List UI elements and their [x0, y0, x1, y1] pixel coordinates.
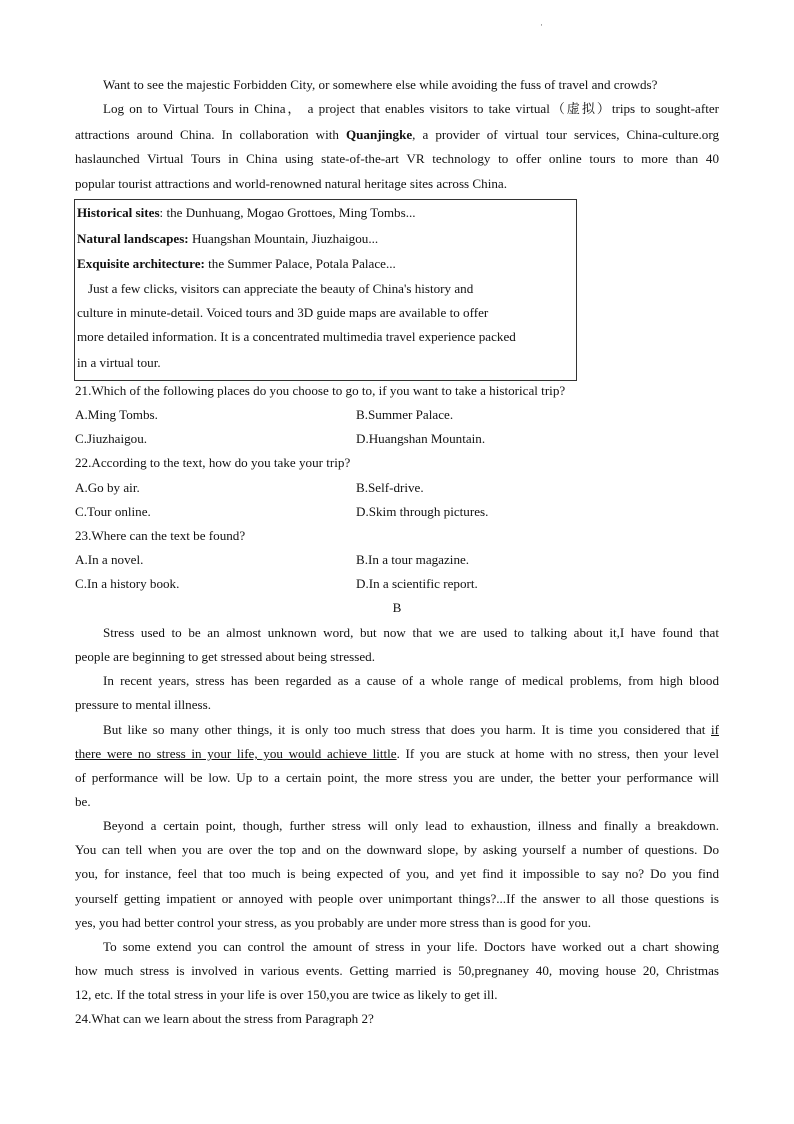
box-historical-text: : the Dunhuang, Mogao Grottoes, Ming Tombs... — [159, 205, 416, 220]
text-run: , a provider of virtual tour services, China-culture.org — [412, 127, 719, 142]
underlined-sentence: there were no stress in your life, you would achieve little — [75, 746, 397, 761]
quanjingke-bold: Quanjingke — [345, 127, 413, 142]
passage-b-p4-line2: You can tell when you are over the top and on the downward slope, by asking yourself a number of questions. Do — [75, 842, 719, 857]
passage-b-p4-line4: yourself getting impatient or annoyed with people over unimportant things?...If the answer to all those questions is — [75, 891, 719, 906]
box-natural-label: Natural landscapes: — [77, 231, 189, 246]
box-line5: culture in minute-detail. Voiced tours and 3D guide maps are available to offer — [77, 305, 489, 320]
passage-a-p2-line4: popular tourist attractions and world-renowned natural heritage sites across China. — [75, 176, 507, 191]
box-architecture-text: the Summer Palace, Potala Palace... — [204, 256, 396, 271]
q21-option-b: B.Summer Palace. — [356, 407, 454, 422]
passage-b-p3-line4: be. — [75, 794, 91, 809]
q21-option-d: D.Huangshan Mountain. — [356, 431, 486, 446]
box-architecture — [77, 256, 396, 272]
question-24: 24.What can we learn about the stress from Paragraph 2? — [75, 1011, 374, 1026]
q23-option-d: D.In a scientific report. — [356, 576, 478, 591]
passage-b-p2-line2: pressure to mental illness. — [75, 697, 212, 712]
passage-a-p2-line2 — [75, 127, 719, 143]
question-21: 21.Which of the following places do you choose to go to, if you want to take a historical trip? — [75, 383, 566, 398]
passage-b-p5-line1: To some extend you can control the amount of stress in your life. Doctors have worked out a chart showing — [103, 939, 719, 954]
passage-b-p1-line2: people are beginning to get stressed about being stressed. — [75, 649, 375, 664]
section-b-heading: B — [392, 600, 402, 615]
info-box — [74, 199, 577, 381]
q22-option-d: D.Skim through pictures. — [356, 504, 489, 519]
box-historical-label: Historical sites — [77, 205, 160, 220]
q22-option-a: A.Go by air. — [75, 480, 140, 495]
passage-b-p4-line3: you, for instance, feel that too much is being expected of you, and yet find it impossible to say no? Do you find — [75, 866, 719, 881]
passage-a-p1: Want to see the majestic Forbidden City, or somewhere else while avoiding the fuss of travel and crowds? — [103, 77, 658, 92]
passage-b-p5-line3: 12, etc. If the total stress in your life is over 150,you are twice as likely to get ill. — [75, 987, 498, 1002]
passage-b-p3-line3: of performance will be low. Up to a certain point, the more stress you are under, the better your performance will — [75, 770, 719, 785]
question-22: 22.According to the text, how do you take your trip? — [75, 455, 351, 470]
box-line6: more detailed information. It is a concentrated multimedia travel experience packed — [77, 329, 516, 344]
question-23: 23.Where can the text be found? — [75, 528, 246, 543]
q22-option-b: B.Self-drive. — [356, 480, 424, 495]
box-line7: in a virtual tour. — [77, 355, 161, 370]
text-run: . If you are stuck at home with no stress, then your level — [396, 746, 719, 761]
q23-option-b: B.In a tour magazine. — [356, 552, 470, 567]
box-natural-text: Huangshan Mountain, Jiuzhaigou... — [188, 231, 379, 246]
passage-b-p2-line1: In recent years, stress has been regarded as a cause of a whole range of medical problems, from high blood — [103, 673, 719, 688]
text-run: attractions around China. In collaboration with — [75, 127, 346, 142]
passage-b-p1-line1: Stress used to be an almost unknown word, but now that we are used to talking about it,I have found that — [103, 625, 719, 640]
passage-b-p4-line5: yes, you had better control your stress, as you probably are under more stress than is good for you. — [75, 915, 591, 930]
underlined-sentence-start: if — [711, 722, 719, 737]
text-run: But like so many other things, it is only too much stress that does you harm. It is time you considered that — [103, 722, 711, 737]
passage-b-p3-line2 — [75, 746, 719, 762]
q23-option-a: A.In a novel. — [75, 552, 144, 567]
box-natural — [77, 231, 378, 247]
passage-b-p4-line1: Beyond a certain point, though, further stress will only lead to exhaustion, illness and finally a breakdown. — [103, 818, 719, 833]
passage-a-p2-line1: Log on to Virtual Tours in China， a project that enables visitors to take virtual（虚拟）trips to sought-after — [103, 101, 719, 116]
q23-option-c: C.In a history book. — [75, 576, 180, 591]
q21-option-a: A.Ming Tombs. — [75, 407, 158, 422]
box-architecture-label: Exquisite architecture: — [77, 256, 205, 271]
passage-b-p3-line1 — [103, 722, 719, 738]
box-line4: Just a few clicks, visitors can appreciate the beauty of China's history and — [88, 281, 474, 296]
corner-mark: · — [540, 20, 543, 30]
q22-option-c: C.Tour online. — [75, 504, 151, 519]
passage-a-p2-line3: haslaunched Virtual Tours in China using state-of-the-art VR technology to offer online tours to more than 40 — [75, 151, 719, 166]
passage-b-p5-line2: how much stress is involved in various events. Getting married is 50,pregnaney 40, moving house 20, Christmas — [75, 963, 719, 978]
box-historical — [77, 205, 416, 221]
q21-option-c: C.Jiuzhaigou. — [75, 431, 148, 446]
